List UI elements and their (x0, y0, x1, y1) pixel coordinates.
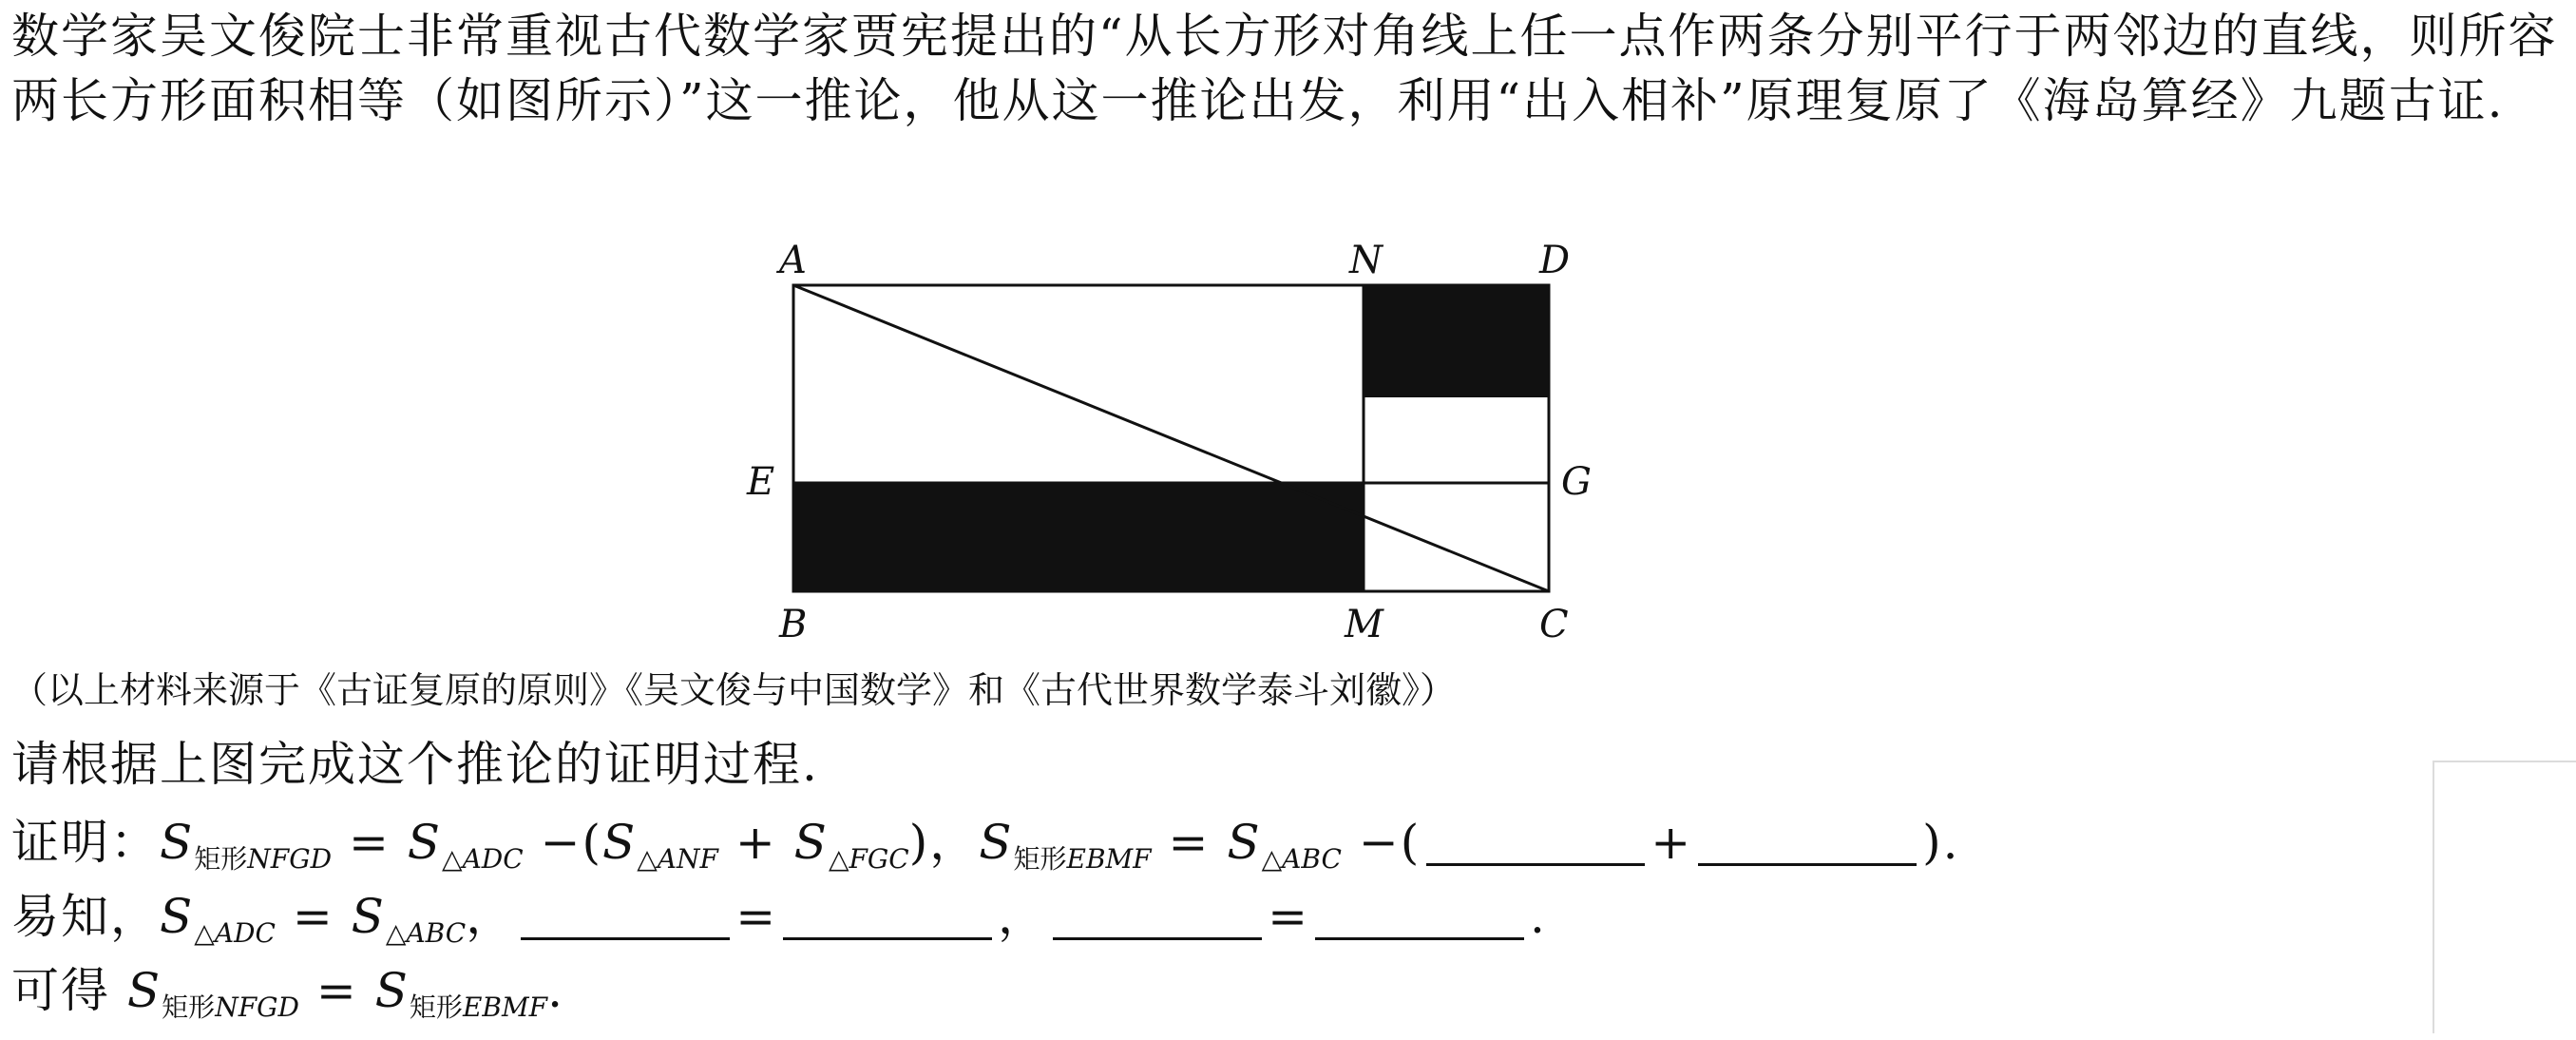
label-n: N (1349, 242, 1383, 282)
source-note: （以上材料来源于《古证复原的原则》《吴文俊与中国数学》和《古代世界数学泰斗刘徽》） (11, 669, 1457, 711)
blank-6[interactable] (1315, 894, 1524, 940)
label-g: G (1561, 460, 1592, 504)
rectangle-diagram (722, 242, 1710, 656)
label-e: E (747, 460, 775, 504)
blank-3[interactable] (521, 894, 730, 940)
scan-artifact-box (2433, 761, 2576, 1033)
proof-line-1: 证明：$S_{矩形NFGD} = S_{\triangle ADC} -(S_{\triangle ANF} + S_{\triangle FGC})$，$S_{矩形EBMF} = S_{\triangle ABC}$ −( + ). (11, 815, 1960, 875)
blank-2[interactable] (1698, 819, 1917, 866)
proof-line-3: 可得 $S_{矩形NFGD} = S_{矩形EBMF}$. (11, 963, 564, 1023)
proof-line-2: 易知，$S_{\triangle ADC} = S_{\triangle ABC}$， = ， = . (11, 889, 1547, 949)
label-b: B (779, 603, 808, 646)
label-a: A (779, 242, 807, 282)
blank-4[interactable] (783, 894, 992, 940)
blank-5[interactable] (1053, 894, 1262, 940)
rectangle-nfgd (1364, 285, 1549, 397)
label-d: D (1539, 242, 1571, 282)
blank-1[interactable] (1426, 819, 1645, 866)
question-text: 请根据上图完成这个推论的证明过程. (11, 737, 819, 792)
label-c: C (1539, 603, 1569, 646)
problem-intro: 数学家吴文俊院士非常重视古代数学家贾宪提出的“从长方形对角线上任一点作两条分别平行于两邻边的直线，则所容两长方形面积相等（如图所示）”这一推论，他从这一推论出发，利用“出入相补”原理复原了《海岛算经》九题古证. (11, 9, 2558, 128)
proof-prefix: 证明： (11, 815, 160, 870)
label-m: M (1345, 603, 1383, 646)
rectangle-ebmf (793, 483, 1364, 592)
